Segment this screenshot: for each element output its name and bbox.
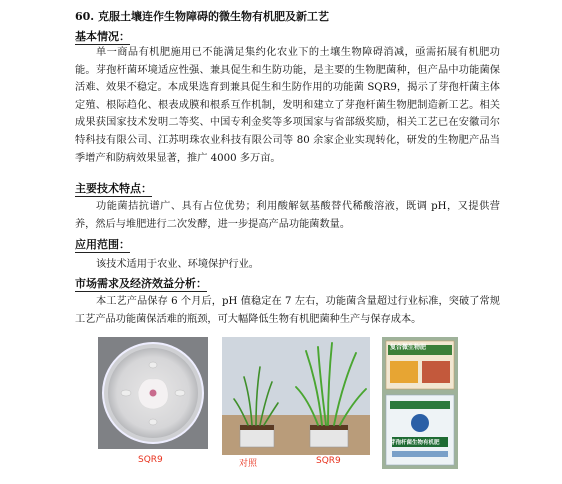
basic-heading: 基本情况：: [75, 30, 130, 43]
figure-strip: [98, 337, 458, 477]
section-title: 60. 克服土壤连作生物障碍的微生物有机肥及新工艺: [75, 10, 329, 23]
bag-bottom-label: 芽孢杆菌生物有机肥: [390, 440, 440, 446]
scope-heading: 应用范围：: [75, 238, 130, 251]
treated-caption: SQR9: [316, 456, 341, 466]
petri-caption: SQR9: [138, 455, 163, 465]
petri-dish-photo: [98, 337, 208, 449]
scope-paragraph: 该技术适用于农业、环境保护行业。: [96, 259, 259, 270]
features-paragraph: 功能菌拮抗谱广、具有占位优势；利用酸解氨基酸替代稀酸溶液，既调 pH，又提供营养，然后与堆肥进行二次发酵，进一步提高产品功能菌数量。: [75, 201, 500, 230]
market-heading: 市场需求及经济效益分析：: [75, 277, 207, 290]
fertilizer-bag-image: [382, 337, 458, 469]
basic-paragraph: 单一商品有机肥施用已不能满足集约化农业下的土壤生物障碍消减，亟需拓展有机肥功能。芽孢杆菌环境适应性强、兼具促生和生防功能，是主要的生物肥菌种，但产品中功能菌保活难、效果不稳定。本成果选育到兼具促生和生防作用的功能菌 SQR9，揭示了芽孢杆菌主体定殖、根际趋化、根表成膜和根系互作机制，发明和建立了芽孢杆菌生物肥制造新工艺。相关成果获国家技术发明二等奖、中国专利金奖等多项国家与省部级奖励，相关工艺已在安徽司尔特科技有限公司、江苏明珠农业科技有限公司等 80 余家企业实现转化，研发的生物肥产品当季增产和防病效果显著，推广 4000 多万亩。: [75, 47, 500, 164]
market-paragraph: 本工艺产品保存 6 个月后，pH 值稳定在 7 左右，功能菌含量超过行业标准，突破了常规工艺产品功能菌保活难的瓶颈，可大幅降低生物有机肥菌种生产与保存成本。: [75, 296, 500, 325]
petri-dish-image: [98, 337, 208, 449]
fertilizer-bag-photo: [382, 337, 458, 469]
plant-pot-image: [222, 337, 370, 455]
bag-top-label: 复合微生物肥: [390, 344, 427, 351]
features-heading: 主要技术特点：: [75, 182, 152, 195]
control-caption: 对照: [239, 459, 258, 469]
plant-pot-photo: [222, 337, 370, 455]
